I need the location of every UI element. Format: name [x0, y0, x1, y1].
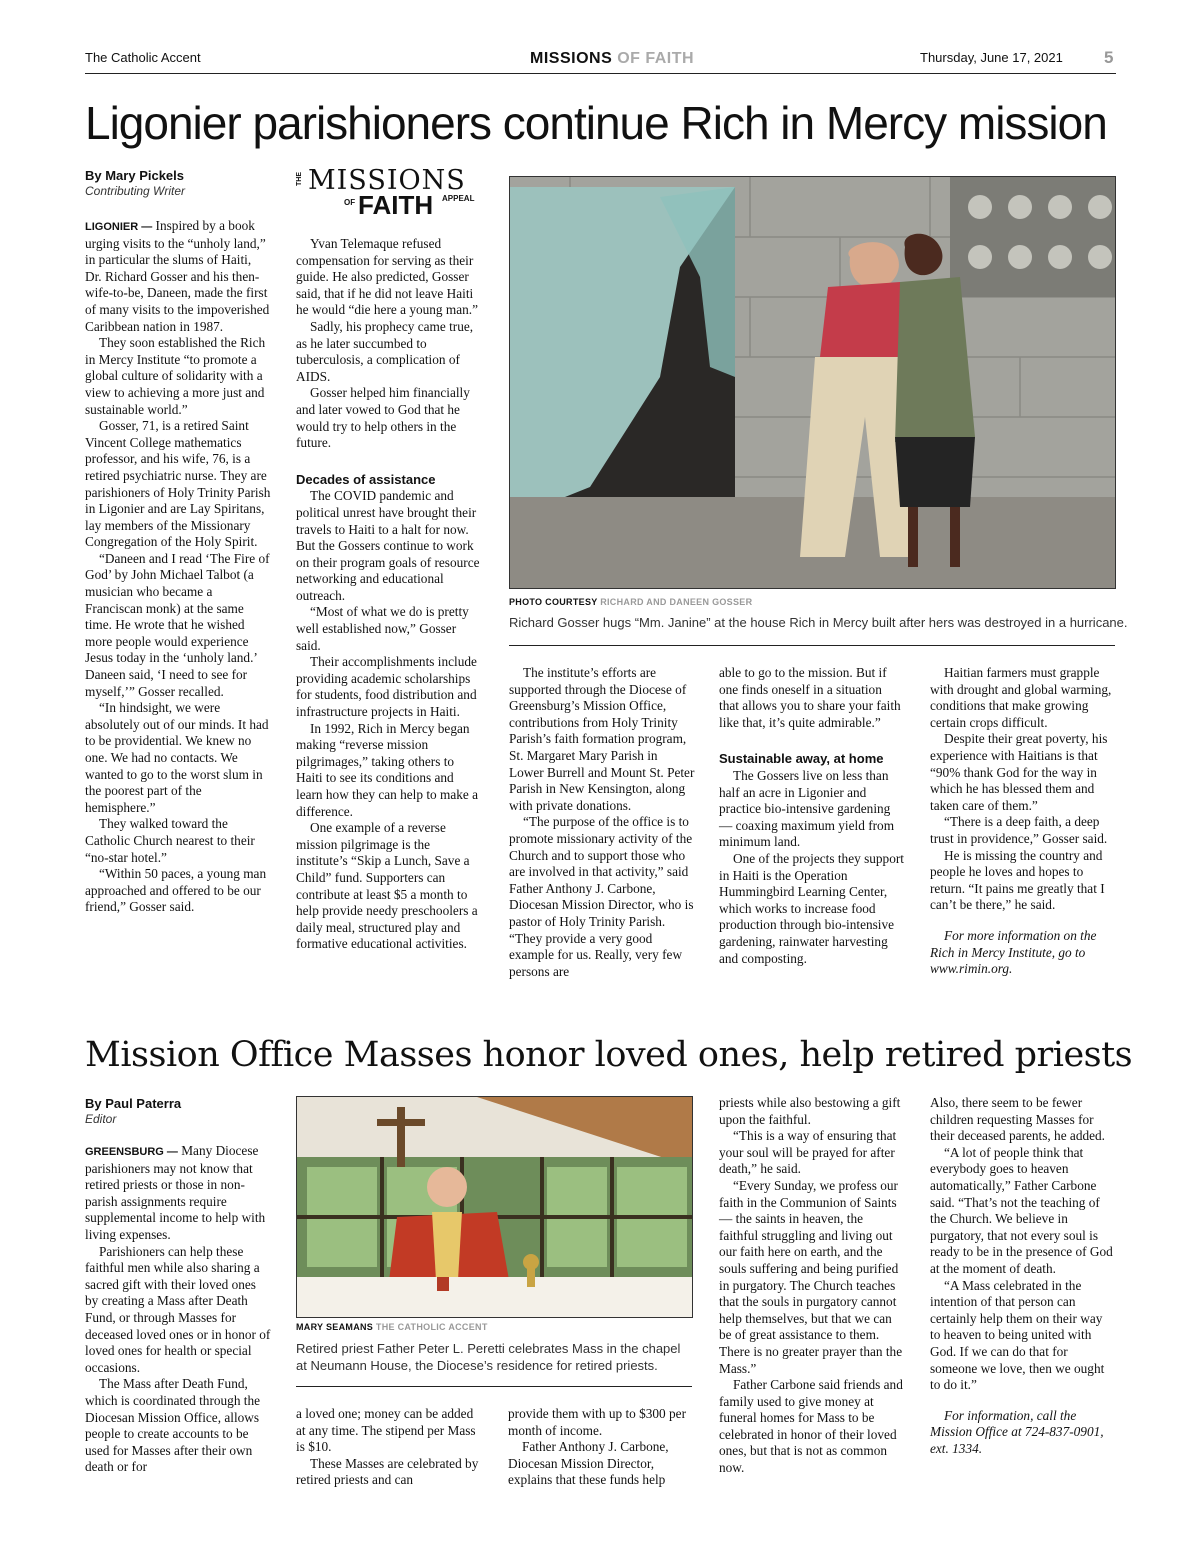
- article1-paragraph: able to go to the mission. But if one finds oneself in a situation that allows you to share your faith like that, it’s quite admirable.”: [719, 665, 901, 730]
- article1-paragraph: One example of a reverse mission pilgrimage is the institute’s “Skip a Lunch, Save a Child” fund. Supporters can contribute at least $5 a month to help provide needy preschoolers a daily meal, structured play and formative educational activities.: [296, 820, 478, 952]
- photo-credit-source: RICHARD AND DANEEN GOSSER: [600, 597, 753, 607]
- article1-column-1: [85, 218, 271, 916]
- article1-subhead-sustainable: Sustainable away, at home: [719, 751, 884, 767]
- article2-byline-role: Editor: [85, 1112, 117, 1126]
- caption-rule: [296, 1386, 692, 1387]
- article2-info-note: For information, call the Mission Office at 724-837-0901, ext. 1334.: [930, 1407, 1104, 1456]
- article2-column-5: [930, 1095, 1116, 1457]
- article1-paragraph: Gosser, 71, is a retired Saint Vincent College mathematics professor, and his wife, 76, is a retired psychiatric nurse. They are parishioners of Holy Trinity Parish in Ligonier and are Lay Spiritans, lay members of the Missionary Congregation of the Holy Spirit.: [85, 418, 271, 550]
- article2-paragraph: “A Mass celebrated in the intention of that person can certainly help them on their way to heaven to being united with God. If we can do that for someone we love, then we ought to do it.”: [930, 1277, 1105, 1393]
- article1-paragraph: Gosser helped him financially and later vowed to God that he would try to help others in the future.: [296, 385, 470, 451]
- article1-headline: Ligonier parishioners continue Rich in Mercy mission: [85, 97, 1107, 149]
- article1-paragraph: “There is a deep faith, a deep trust in providence,” Gosser said.: [930, 814, 1108, 846]
- article1-paragraph: “The purpose of the office is to promote missionary activity of the Church and to support those who are involved in that activity,” said Father Anthony J. Carbone, Diocesan Mission Director, who is pastor of Holy Trinity Parish. “They provide a very good example for us. Really, very few persons are: [509, 814, 694, 979]
- article1-paragraph: One of the projects they support in Haiti is the Operation Hummingbird Learning Center, which works to increase food production through bio-intensive gardening, rainwater harvesting and composting.: [719, 850, 904, 966]
- article1-paragraph: “In hindsight, we were absolutely out of our minds. It had to be providential. We knew no one. We had no contacts. We wanted to go to the worst slum in the poorest part of the hemisphere.”: [85, 700, 269, 815]
- article1-dateline: LIGONIER —: [85, 221, 153, 233]
- article2-headline: Mission Office Masses honor loved ones, help retired priests: [85, 1035, 1133, 1075]
- photo-illustration: [297, 1097, 692, 1317]
- photo-credit-label: PHOTO COURTESY: [509, 597, 598, 607]
- caption-rule: [509, 645, 1115, 646]
- article2-paragraph: Parishioners can help these faithful men while also sharing a sacred gift with their loved ones by creating a Mass after Death Fund, or through Masses for deceased loved ones or in honor of loved ones for health or special occasions.: [85, 1243, 271, 1375]
- article1-byline-role: Contributing Writer: [85, 184, 186, 198]
- logo-faith: FAITH: [358, 190, 434, 220]
- article1-paragraph: Sadly, his prophecy came true, as he later succumbed to tuberculosis, a complication of AIDS.: [296, 318, 474, 384]
- article2-paragraph: “A lot of people think that everybody goes to heaven automatically,” Father Carbone said. “That’s not the teaching of the Church. We believe in purgatory, that not every soul is ready to be in the presence of God at the moment of death.: [930, 1144, 1113, 1276]
- article2-paragraph: The Mass after Death Fund, which is coordinated through the Diocesan Mission Office, allows people to create accounts to be used for Masses after their own death or for: [85, 1376, 261, 1475]
- publication-name: The Catholic Accent: [85, 50, 201, 65]
- article1-paragraph: “Within 50 paces, a young man approached and offered to be our friend,” Gosser said.: [85, 866, 267, 915]
- article2-paragraph: Father Carbone said friends and family used to give money at funeral homes for Mass to be celebrated in honor of their loved ones, but that is not as common now.: [719, 1377, 903, 1476]
- article2-column-2: [296, 1406, 482, 1489]
- article2-photo-credit: [296, 1322, 488, 1332]
- section-title-bold: MISSIONS: [530, 50, 613, 67]
- article2-column-4: [719, 1095, 905, 1477]
- article1-paragraph: LIGONIER — Inspired by a book urging visits to the “unholy land,” in particular the slums of Haiti, Dr. Richard Gosser and his then-wife-to-be, Daneen, made the first of many visits to the impoverished Caribbean nation in 1987.: [85, 218, 270, 334]
- article1-paragraph: He is missing the country and people he loves and hopes to return. “It pains me greatly that I can’t be there,” he said.: [930, 847, 1105, 913]
- article1-column-2: [296, 236, 482, 953]
- section-title: [530, 50, 694, 68]
- article1-column-5: [930, 665, 1116, 978]
- article2-column-1: [85, 1143, 271, 1476]
- article1-paragraph: The Gossers live on less than half an acre in Ligonier and practice bio-intensive gardening — coaxing maximum yield from minimum land.: [719, 767, 895, 850]
- article2-paragraph: a loved one; money can be added at any time. The stipend per Mass is $10.: [296, 1406, 476, 1455]
- logo-the: THE: [296, 172, 303, 186]
- article2-column-3: [508, 1406, 694, 1489]
- article1-subhead-decades: Decades of assistance: [296, 471, 436, 487]
- article1-photo-caption: Richard Gosser hugs “Mm. Janine” at the house Rich in Mercy built after hers was destroyed in a hurricane.: [509, 615, 1128, 630]
- article1-paragraph: “Daneen and I read ‘The Fire of God’ by John Michael Talbot (a musician who became a Franciscan monk) at the same time. He wrote that he wished more people would experience Jesus today in the ‘unholy land.’ Daneen said, ‘I need to see for myself,’” Gosser recalled.: [85, 550, 270, 699]
- logo-appeal: APPEAL: [442, 194, 475, 203]
- article1-paragraph: They walked toward the Catholic Church nearest to their “no-star hotel.”: [85, 816, 255, 865]
- article1-column-4: [719, 665, 905, 967]
- article1-paragraph: They soon established the Rich in Mercy Institute “to promote a global culture of solidarity with a view to achieving a more just and sustainable world.”: [85, 335, 266, 417]
- photo-credit-label: MARY SEAMANS: [296, 1322, 374, 1332]
- article1-info-note: For more information on the Rich in Mercy Institute, go to www.rimin.org.: [930, 927, 1097, 977]
- article2-photo-caption: Retired priest Father Peter L. Peretti celebrates Mass in the chapel at Neumann House, the Diocese’s residence for retired priests.: [296, 1341, 681, 1373]
- article1-photo-credit: [509, 597, 752, 607]
- photo-illustration: [510, 177, 1115, 588]
- article1-paragraph: In 1992, Rich in Mercy began making “reverse mission pilgrimages,” taking others to Haiti to see its conditions and learn how they can help to make a difference.: [296, 720, 479, 819]
- article2-paragraph: “This is a way of ensuring that your soul will be prayed for after death,” he said.: [719, 1128, 897, 1177]
- article1-paragraph: Despite their great poverty, his experience with Haitians is that “90% thank God for the way in which he has blessed them and taken care of them.”: [930, 731, 1108, 813]
- article2-paragraph: Also, there seem to be fewer children requesting Masses for their deceased parents, he added.: [930, 1095, 1105, 1144]
- article1-paragraph: Yvan Telemaque refused compensation for serving as their guide. He also predicted, Gosser said, that if he did not leave Haiti he would “die here a young man.”: [296, 236, 479, 318]
- article2-paragraph: GREENSBURG — Many Diocese parishioners may not know that retired priests or those in non-parish assignments require supplemental income to help with living expenses.: [85, 1143, 266, 1242]
- article2-dateline: GREENSBURG —: [85, 1146, 178, 1158]
- article1-column-3: [509, 665, 695, 980]
- article2-photo-mass: [296, 1096, 693, 1318]
- logo-of: OF: [344, 198, 356, 207]
- article2-paragraph: Father Anthony J. Carbone, Diocesan Mission Director, explains that these funds help: [508, 1439, 669, 1488]
- article1-photo-gosser-hug: [509, 176, 1116, 589]
- section-title-light: OF FAITH: [617, 50, 695, 67]
- page-number: 5: [1104, 48, 1114, 67]
- photo-credit-source: THE CATHOLIC ACCENT: [375, 1322, 488, 1332]
- article2-paragraph: “Every Sunday, we profess our faith in the Communion of Saints — the saints in heaven, the faithful struggling and living out our faith here on earth, and the souls suffering and being purified in purgatory. The Church teaches that the souls in purgatory cannot help themselves, but that we can be of great assistance to them. There is no greater prayer than the Mass.”: [719, 1177, 903, 1376]
- article1-paragraph: Their accomplishments include providing academic scholarships for students, food distribution and infrastructure projects in Haiti.: [296, 654, 477, 720]
- article2-byline: By Paul Paterra: [85, 1096, 182, 1111]
- article1-paragraph: Haitian farmers must grapple with drought and global warming, conditions that make growing certain crops difficult.: [930, 665, 1112, 730]
- article1-paragraph: The institute’s efforts are supported through the Diocese of Greensburg’s Mission Office, contributions from Holy Trinity Parish’s faith formation program, St. Margaret Mary Parish in Lower Burrell and Mount St. Peter Parish in New Kensington, along with private donations.: [509, 665, 695, 813]
- article1-paragraph: “Most of what we do is pretty well established now,” Gosser said.: [296, 604, 469, 653]
- missions-of-faith-logo: [296, 165, 482, 220]
- issue-date: Thursday, June 17, 2021: [920, 50, 1063, 65]
- article2-paragraph: provide them with up to $300 per month of income.: [508, 1406, 687, 1438]
- header-rule: [85, 73, 1116, 74]
- article2-paragraph: These Masses are celebrated by retired priests and can: [296, 1455, 479, 1488]
- article1-paragraph: The COVID pandemic and political unrest have brought their travels to Haiti to a halt for now. But the Gossers continue to work on their program goals of resource networking and educational outreach.: [296, 488, 480, 603]
- article1-byline: By Mary Pickels: [85, 168, 185, 183]
- article2-paragraph: priests while also bestowing a gift upon the faithful.: [719, 1095, 901, 1127]
- logo-missions: MISSIONS: [308, 165, 466, 196]
